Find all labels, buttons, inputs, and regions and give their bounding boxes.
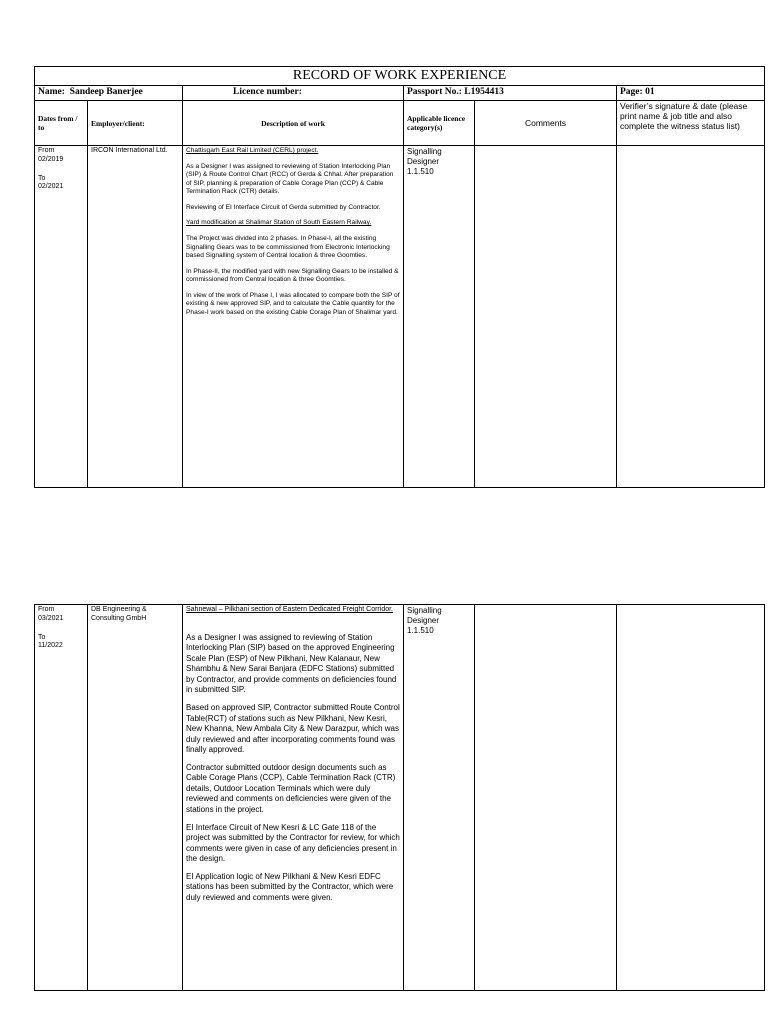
employer-cell: IRCON International Ltd.	[88, 146, 183, 488]
to-date: 11/2022	[38, 642, 63, 650]
col-header-verifier: Verifier’s signature & date (please print name & job title and also complete the witness status list)	[617, 101, 765, 146]
description-paragraph: Contractor submitted outdoor design documents such as Cable Corage Plans (CCP), Cable Termination Rack (CTR) details, Outdoor Location Terminals which were duly reviewed and comments on deficiencies were given of the stations in the project.	[186, 762, 396, 814]
page-value: 01	[645, 87, 655, 97]
to-label: To	[38, 633, 46, 641]
description-paragraph: Sahnewal – Pilkhani section of Eastern Dedicated Freight Corridor.	[186, 606, 393, 613]
from-label: From	[38, 147, 55, 154]
comments-cell	[475, 605, 617, 991]
licence-label: Licence number:	[233, 87, 302, 97]
name-label: Name:	[38, 87, 65, 97]
col-header-dates: Dates from / to	[35, 101, 88, 146]
licence-category-cell	[404, 605, 475, 991]
passport-cell	[404, 86, 617, 101]
verifier-cell	[617, 605, 765, 991]
comments-cell	[475, 146, 617, 488]
category-line: Designer	[407, 157, 440, 166]
category-line: 1.1.510	[407, 167, 434, 176]
description-paragraph: In view of the work of Phase I, I was allocated to compare both the SIP of existing & new approved SIP, and to calculate the Cable quantity for the Phase-I work based on the existing Cable Corage Plan of Shalimar yard.	[186, 291, 400, 316]
licence-category-cell	[404, 146, 475, 488]
dates-cell	[35, 146, 88, 488]
page-label: Page:	[620, 87, 643, 97]
description-cell	[183, 146, 404, 488]
form-title: RECORD OF WORK EXPERIENCE	[35, 67, 765, 86]
category-line: Signalling	[407, 606, 442, 615]
table-row	[35, 605, 765, 991]
col-header-comments: Comments	[475, 101, 617, 146]
page-cell	[617, 86, 765, 101]
employer-cell: DB Engineering & Consulting GmbH	[88, 605, 183, 991]
category-line: Designer	[407, 616, 440, 625]
category-line: Signalling	[407, 147, 442, 156]
description-paragraph: Based on approved SIP, Contractor submitted Route Control Table(RCT) of stations such as New Pilkhani, New Kesri, New Khanna, New Ambala City & New Darazpur, which was duly reviewed and after incorporating comments found was finally approved.	[186, 703, 400, 755]
work-experience-table-page1	[34, 66, 765, 488]
to-label: To	[38, 174, 46, 182]
description-paragraph: As a Designer I was assigned to reviewing of Station Interlocking Plan (SIP) based on the approved Engineering Scale Plan (ESP) of New Pilkhani, New Kalanaur, New Shambhu & New Sarai Banjara (EDFC Stations) submitted by Contractor, and provide comments on deficiencies found in submitted SIP.	[186, 632, 397, 695]
description-paragraph: As a Designer I was assigned to reviewing of Station Interlocking Plan (SIP) & Route Control Chart (RCC) of Gerda & Chhal. After preparation of SIP, planning & preparation of Cable Corage Plan (CCP) & Cable Termination Rack (CTR) details.	[186, 162, 394, 196]
name-cell	[35, 86, 183, 101]
passport-value: L1954413	[464, 87, 504, 97]
work-experience-table-page2	[34, 604, 765, 991]
description-paragraph: Chattisgarh East Rail Limited (CERL) project.	[186, 147, 319, 154]
table-row	[35, 146, 765, 488]
description-cell	[183, 605, 404, 991]
description-paragraph: Reviewing of EI Interface Circuit of Gerda submitted by Contractor.	[186, 203, 381, 211]
description-paragraph: In Phase-II, the modified yard with new Signalling Gears to be installed & commissioned from Central location & three Goomties.	[186, 267, 399, 284]
from-date: 02/2019	[38, 155, 64, 163]
verifier-cell	[617, 146, 765, 488]
from-date: 03/2021	[38, 614, 64, 622]
category-line: 1.1.510	[407, 626, 434, 635]
description-paragraph: EI Interface Circuit of New Kesri & LC Gate 118 of the project was submitted by the Contractor for review, for which comments were given in case of any deficiencies present in the design.	[186, 822, 400, 864]
passport-label: Passport No.:	[407, 87, 462, 97]
description-paragraph: Yard modification at Shalimar Station of South Eastern Railway.	[186, 219, 372, 227]
name-value: Sandeep Banerjee	[69, 87, 143, 97]
description-paragraph: EI Application logic of New Pilkhani & New Kesri EDFC stations has been submitted by the Contractor, which were duly reviewed and comments were given.	[186, 871, 394, 902]
from-label: From	[38, 606, 55, 613]
col-header-licence-category: Applicable licence category(s)	[404, 101, 475, 146]
dates-cell	[35, 605, 88, 991]
description-paragraph: The Project was divided into 2 phases. In Phase-I, all the existing Signalling Gears was to be commissioned from Electronic Interlocking based Signalling system of Central location & three Goomties.	[186, 234, 390, 260]
licence-cell	[183, 86, 404, 101]
col-header-description: Description of work	[183, 101, 404, 146]
to-date: 02/2021	[38, 183, 64, 191]
col-header-employer: Employer/client:	[88, 101, 183, 146]
